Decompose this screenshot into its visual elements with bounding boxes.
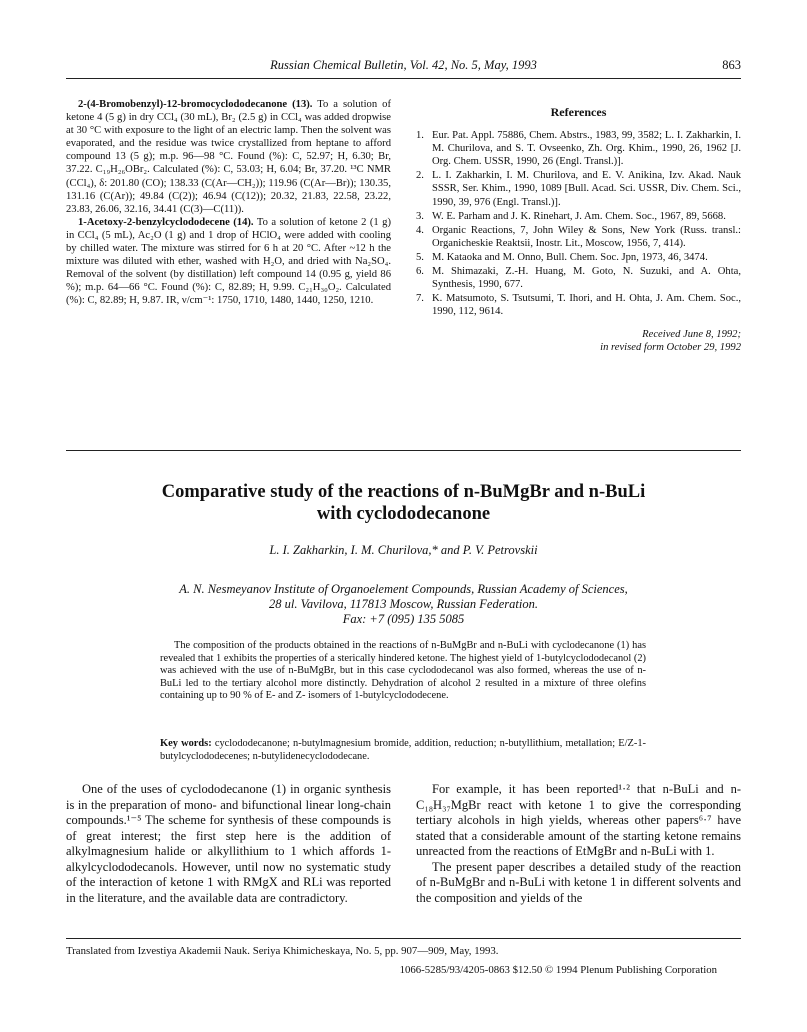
paragraph-compound-13 <box>66 98 391 216</box>
article-title-line-1: Comparative study of the reactions of n-BuMgBr and n-BuLi <box>161 482 646 502</box>
compound-14-text: To a solution of ketone 2 (1 g) in CCl₄ (5 mL), Ac₂O (1 g) and 1 drop of HClO₄ were added with cooling by chilled water. The mixture was stirred for 6 h at 20 °C. After ~12 h the mixture was diluted with ether, washed with H₂O, and dried with Na₂SO₄. Removal of the solvent (by distillation) left compound 14 (0.95 g, yield 86 %); m.p. 64—66 °C. Found (%): C, 82.89; H, 9.99. C₂₁H₃₀O₂. Calculated (%): C, 82.89; H, 9.87. IR, ν/cm⁻¹: 1750, 1710, 1480, 1440, 1250, 1210. <box>66 216 392 307</box>
reference-item: 1. Eur. Pat. Appl. 75886, Chem. Abstrs., 1983, 99, 3582; L. I. Zakharkin, I. M. Churilova, and S. T. Ovseenko, Zh. Org. Khim., 1990, 26, 1962 [J. Org. Chem. USSR, 1990, 26 (Engl. Transl.)]. <box>416 130 741 168</box>
compound-14-title: 1-Acetoxy-2-benzylcyclododecene (14). <box>78 216 254 228</box>
article-title-line-2: with cyclododecanone <box>316 504 491 524</box>
body-right-column <box>416 782 741 906</box>
keywords-text: cyclododecanone; n-butylmagnesium bromide, addition, reduction; n-butyllithium, metallation; E/Z-1-butylcyclododecenes; n-butylidenecyclododecane. <box>160 738 646 762</box>
reference-item: 6. M. Shimazaki, Z.-H. Huang, M. Goto, N. Suzuki, and A. Ohta, Synthesis, 1990, 677. <box>416 266 741 291</box>
reference-item: 3. W. E. Parham and J. K. Rinehart, J. Am. Chem. Soc., 1967, 89, 5668. <box>416 210 726 222</box>
compound-13-text: To a solution of ketone 4 (5 g) in dry CCl₄ (30 mL), Br₂ (2.5 g) in CCl₄ was added dropwise at 30 °C with exposure to the light of an electric lamp. Then the solvent was evaporated, and the residue was twice crystallized from heptane to afford compound 13 (5 g); m.p. 96—98 °C. Found (%): C, 52.97; H, 6.30; Br, 37.22. C₁₉H₂₆OBr₂. Calculated (%): C, 53.03; H, 6.04; Br, 37.20. ¹³C NMR (CCl₄), δ: 201.80 (CO); 138.33 (C(Ar—CH₂)); 119.96 (C(Ar—Br)); 130.35, 131.16 (C(Ar)); 49.84 (C(2)); 46.94 (C(12)); 20.32, 21.83, 22.58, 23.22, 23.83, 26.06, 32.16, 34.41 (C(3)—C(11)). <box>66 99 391 215</box>
paragraph-compound-14 <box>66 216 391 308</box>
references-section <box>416 106 741 354</box>
body-paragraph: For example, it has been reported¹·² that n-BuLi and n-C₁₈H₃₇MgBr react with ketone 1 to give the corresponding tertiary alcohols in high yields, whereas other papers⁶·⁷ have stated that a considerable amount of the starting ketone remains unreacted from the reactions of EtMgBr and n-BuLi with 1. <box>416 782 741 858</box>
body-left-column <box>66 782 391 906</box>
abstract <box>160 640 646 703</box>
revised-date: in revised form October 29, 1992 <box>600 342 741 354</box>
reference-item: 5. M. Kataoka and M. Onno, Bull. Chem. Soc. Jpn, 1973, 46, 3474. <box>416 251 708 263</box>
header-rule <box>66 78 741 79</box>
body-paragraph: The present paper describes a detailed study of the reaction of n-BuMgBr and n-BuLi with ketone 1 in different solvents and the composition and yields of the <box>416 859 741 905</box>
translation-note: Translated from Izvestiya Akademii Nauk. Seriya Khimicheskaya, No. 5, pp. 907—909, May, 1993. <box>66 945 499 957</box>
compound-13-title: 2-(4-Bromobenzyl)-12-bromocyclododecanone (13). <box>78 99 313 110</box>
running-header <box>66 58 741 76</box>
footnote-rule <box>66 938 741 939</box>
section-divider <box>66 450 741 451</box>
journal-running-title: Russian Chemical Bulletin, Vol. 42, No. 5, May, 1993 <box>270 58 537 72</box>
keywords-label: Key words: <box>160 738 212 749</box>
received-date: Received June 8, 1992; <box>642 329 741 341</box>
reference-item: 7. K. Matsumoto, S. Tsutsumi, T. Ihori, and H. Ohta, J. Am. Chem. Soc., 1990, 112, 9614. <box>416 293 741 318</box>
reference-item: 2. L. I. Zakharkin, I. M. Churilova, and E. V. Anikina, Izv. Akad. Nauk SSSR, Ser. Khim., 1990, 1089 [Bull. Acad. Sci. USSR, Div. Chem. Sci., 1990, 39, 976 (Engl. Transl.)]. <box>416 170 741 208</box>
author-affiliation: A. N. Nesmeyanov Institute of Organoelement Compounds, Russian Academy of Sciences, 28 ul. Vavilova, 117813 Moscow, Russian Federation. Fax: +7 (095) 135 5085 <box>66 582 741 627</box>
reference-item: 4. Organic Reactions, 7, John Wiley & Sons, New York (Russ. transl.: Organicheskie Reaktsii, Inostr. Lit., Moscow, 1956, 7, 414). <box>416 224 741 249</box>
fax-number: Fax: +7 (095) 135 5085 <box>342 612 465 626</box>
copyright-line: 1066-5285/93/4205-0863 $12.50 © 1994 Plenum Publishing Corporation <box>399 964 717 976</box>
article-title <box>66 481 741 525</box>
article-authors: L. I. Zakharkin, I. M. Churilova,* and P. V. Petrovskii <box>269 543 538 557</box>
body-paragraph: One of the uses of cyclododecanone (1) in organic synthesis is in the preparation of mono- and bifunctional linear long-chain compounds.¹⁻⁵ The scheme for synthesis of these compounds is of great interest; the first step here is the addition of alkylmagnesium halide or alkyllithium to 1 which affords 1-alkylcyclododecanols. However, until now no systematic study of the interaction of ketone 1 with RMgX and RLi was reported in the literature, and the available data are contradictory. <box>66 782 391 905</box>
references-heading: References <box>550 105 607 119</box>
key-words <box>160 738 646 763</box>
left-column <box>66 98 391 308</box>
page-number: 863 <box>722 58 741 72</box>
footnote <box>66 944 741 977</box>
abstract-text: The composition of the products obtained in the reactions of n-BuMgBr and n-BuLi with cyclodecanone (1) has revealed that 1 exhibits the properties of a sterically hindered ketone. The highest yield of 1-butylcyclododecanol (2) was achieved with the use of n-BuMgBr, but in this case cyclododecanol was also formed, whereas the use of n-BuLi led to the tertiary alcohol more distinctly. Dehydration of alcohol 2 resulted in a mixture of three olefins containing up to 90 % of E- and Z- isomers of 1-butylcyclododecene. <box>160 640 646 702</box>
received-dates <box>416 328 741 354</box>
